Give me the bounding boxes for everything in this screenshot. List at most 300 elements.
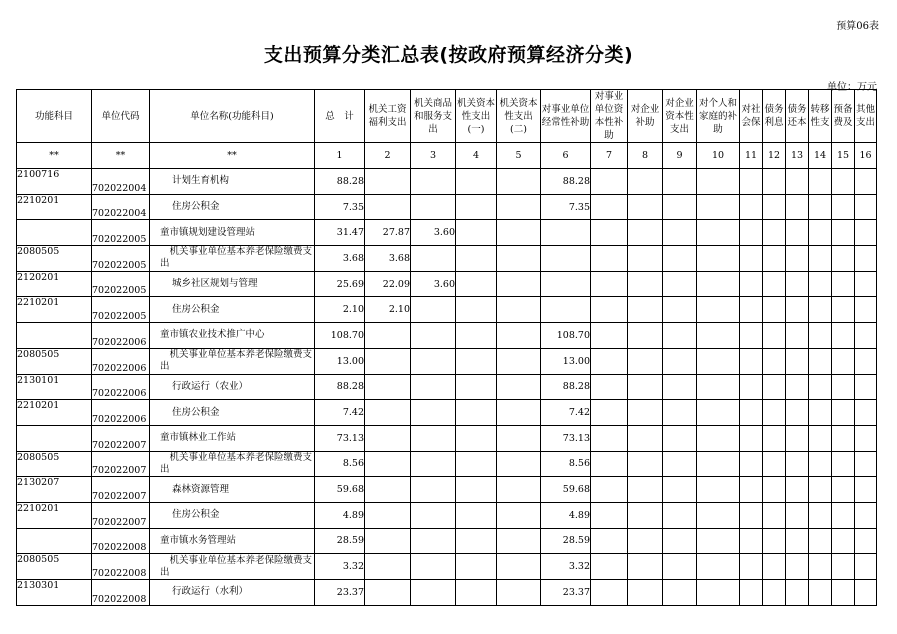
amount-cell <box>541 220 591 246</box>
amount-cell <box>740 246 763 272</box>
table-row <box>17 528 877 554</box>
unit-code-cell: 702022008 <box>92 554 150 580</box>
amount-cell <box>740 528 763 554</box>
amount-cell: 59.68 <box>541 477 591 503</box>
amount-cell <box>663 169 697 195</box>
amount-cell <box>628 220 663 246</box>
amount-cell <box>591 580 628 606</box>
amount-cell <box>786 323 809 349</box>
amount-cell <box>697 323 740 349</box>
index-cell: 1 <box>315 143 365 169</box>
table-row <box>17 220 877 246</box>
amount-cell <box>855 169 877 195</box>
amount-cell <box>497 323 541 349</box>
func-code-cell: 2210201 <box>17 400 92 426</box>
amount-cell <box>809 425 832 451</box>
header-cell: 对企业补助 <box>628 90 663 143</box>
amount-cell <box>786 580 809 606</box>
index-row <box>17 143 877 169</box>
amount-cell <box>763 425 786 451</box>
index-cell: 6 <box>541 143 591 169</box>
amount-cell <box>809 246 832 272</box>
amount-cell <box>411 194 456 220</box>
index-cell: 15 <box>832 143 855 169</box>
amount-cell <box>809 554 832 580</box>
amount-cell <box>411 451 456 477</box>
header-cell: 转移性支 <box>809 90 832 143</box>
amount-cell <box>786 348 809 374</box>
amount-cell <box>763 297 786 323</box>
amount-cell <box>541 271 591 297</box>
amount-cell <box>456 580 497 606</box>
amount-cell <box>663 528 697 554</box>
amount-cell: 25.69 <box>315 271 365 297</box>
amount-cell <box>628 425 663 451</box>
func-code-cell <box>17 323 92 349</box>
amount-cell <box>809 297 832 323</box>
amount-cell <box>763 400 786 426</box>
func-code-cell: 2080505 <box>17 348 92 374</box>
amount-cell <box>497 580 541 606</box>
amount-cell <box>411 400 456 426</box>
amount-cell <box>697 528 740 554</box>
amount-cell <box>763 220 786 246</box>
amount-cell <box>697 580 740 606</box>
amount-cell <box>697 451 740 477</box>
amount-cell <box>697 169 740 195</box>
amount-cell <box>497 451 541 477</box>
amount-cell <box>740 580 763 606</box>
amount-cell <box>832 297 855 323</box>
amount-cell <box>740 323 763 349</box>
unit-code-cell: 702022007 <box>92 502 150 528</box>
index-cell: 16 <box>855 143 877 169</box>
amount-cell <box>456 528 497 554</box>
amount-cell <box>832 374 855 400</box>
amount-cell: 2.10 <box>365 297 411 323</box>
header-cell: 其他支出 <box>855 90 877 143</box>
amount-cell <box>663 502 697 528</box>
amount-cell: 88.28 <box>541 374 591 400</box>
amount-cell: 3.60 <box>411 220 456 246</box>
amount-cell <box>663 220 697 246</box>
amount-cell <box>763 323 786 349</box>
amount-cell: 108.70 <box>541 323 591 349</box>
amount-cell <box>763 554 786 580</box>
amount-cell <box>809 528 832 554</box>
amount-cell <box>365 502 411 528</box>
page-title: 支出预算分类汇总表(按政府预算经济分类) <box>263 44 634 66</box>
header-cell: 总 计 <box>315 90 365 143</box>
unit-name-cell: 住房公积金 <box>150 194 315 220</box>
amount-cell <box>697 374 740 400</box>
amount-cell <box>456 323 497 349</box>
amount-cell <box>763 374 786 400</box>
amount-cell <box>628 374 663 400</box>
table-row <box>17 169 877 195</box>
unit-code-cell: 702022007 <box>92 477 150 503</box>
amount-cell <box>591 220 628 246</box>
amount-cell: 88.28 <box>541 169 591 195</box>
amount-cell <box>411 528 456 554</box>
amount-cell: 28.59 <box>315 528 365 554</box>
amount-cell <box>740 400 763 426</box>
header-cell: 机关资本性支出(二) <box>497 90 541 143</box>
amount-cell <box>591 194 628 220</box>
amount-cell <box>855 220 877 246</box>
index-cell: 4 <box>456 143 497 169</box>
amount-cell <box>628 528 663 554</box>
amount-cell <box>763 169 786 195</box>
unit-name-cell: 住房公积金 <box>150 502 315 528</box>
amount-cell: 22.09 <box>365 271 411 297</box>
amount-cell <box>740 297 763 323</box>
table-row <box>17 451 877 477</box>
amount-cell <box>740 502 763 528</box>
amount-cell <box>786 477 809 503</box>
amount-cell <box>365 528 411 554</box>
amount-cell: 7.42 <box>541 400 591 426</box>
table-row <box>17 477 877 503</box>
func-code-cell <box>17 528 92 554</box>
amount-cell <box>628 271 663 297</box>
amount-cell: 4.89 <box>541 502 591 528</box>
amount-cell <box>763 451 786 477</box>
amount-cell <box>365 348 411 374</box>
budget-table <box>16 89 877 606</box>
amount-cell <box>628 169 663 195</box>
amount-cell <box>855 580 877 606</box>
header-row <box>17 90 877 143</box>
amount-cell <box>663 297 697 323</box>
amount-cell <box>663 246 697 272</box>
amount-cell <box>591 169 628 195</box>
amount-cell: 4.89 <box>315 502 365 528</box>
amount-cell <box>628 348 663 374</box>
amount-cell <box>786 271 809 297</box>
unit-name-cell: 机关事业单位基本养老保险缴费支出 <box>150 246 315 272</box>
amount-cell <box>411 374 456 400</box>
table-row <box>17 348 877 374</box>
unit-code-cell: 702022005 <box>92 220 150 246</box>
amount-cell <box>809 194 832 220</box>
amount-cell <box>809 169 832 195</box>
amount-cell <box>697 271 740 297</box>
func-code-cell: 2100716 <box>17 169 92 195</box>
amount-cell: 59.68 <box>315 477 365 503</box>
amount-cell: 73.13 <box>541 425 591 451</box>
amount-cell <box>497 246 541 272</box>
amount-cell <box>628 451 663 477</box>
amount-cell <box>497 297 541 323</box>
table-row <box>17 502 877 528</box>
amount-cell <box>740 169 763 195</box>
amount-cell <box>697 246 740 272</box>
unit-code-cell: 702022007 <box>92 425 150 451</box>
amount-cell: 23.37 <box>315 580 365 606</box>
amount-cell <box>855 425 877 451</box>
header-cell: 机关商品和服务支出 <box>411 90 456 143</box>
index-cell: ** <box>17 143 92 169</box>
header-cell: 对企业资本性支出 <box>663 90 697 143</box>
amount-cell <box>809 374 832 400</box>
amount-cell <box>763 477 786 503</box>
amount-cell <box>786 554 809 580</box>
amount-cell <box>832 477 855 503</box>
func-code-cell <box>17 220 92 246</box>
amount-cell <box>591 323 628 349</box>
amount-cell <box>786 502 809 528</box>
amount-cell <box>809 400 832 426</box>
unit-name-cell: 童市镇农业技术推广中心 <box>150 323 315 349</box>
table-row <box>17 246 877 272</box>
amount-cell <box>809 502 832 528</box>
amount-cell <box>456 554 497 580</box>
header-cell: 预备费及 <box>832 90 855 143</box>
unit-name-cell: 童市镇林业工作站 <box>150 425 315 451</box>
amount-cell <box>591 246 628 272</box>
amount-cell <box>763 246 786 272</box>
amount-cell <box>456 451 497 477</box>
index-cell: 12 <box>763 143 786 169</box>
amount-cell <box>809 477 832 503</box>
amount-cell <box>365 425 411 451</box>
amount-cell <box>497 425 541 451</box>
amount-cell: 13.00 <box>315 348 365 374</box>
unit-code-cell: 702022005 <box>92 246 150 272</box>
amount-cell <box>855 554 877 580</box>
func-code-cell: 2210201 <box>17 297 92 323</box>
header-cell: 债务还本 <box>786 90 809 143</box>
amount-cell <box>365 323 411 349</box>
unit-name-cell: 计划生育机构 <box>150 169 315 195</box>
amount-cell <box>591 451 628 477</box>
unit-name-cell: 住房公积金 <box>150 297 315 323</box>
amount-cell <box>591 502 628 528</box>
amount-cell <box>855 528 877 554</box>
unit-name-cell: 行政运行（农业） <box>150 374 315 400</box>
amount-cell <box>411 297 456 323</box>
table-row <box>17 323 877 349</box>
index-cell: 13 <box>786 143 809 169</box>
form-number: 预算06表 <box>836 21 879 32</box>
amount-cell <box>497 271 541 297</box>
amount-cell: 27.87 <box>365 220 411 246</box>
table-row <box>17 554 877 580</box>
header-cell: 债务利息 <box>763 90 786 143</box>
amount-cell <box>456 348 497 374</box>
func-code-cell: 2210201 <box>17 502 92 528</box>
amount-cell <box>832 271 855 297</box>
amount-cell <box>365 194 411 220</box>
table-row <box>17 425 877 451</box>
func-code-cell: 2130207 <box>17 477 92 503</box>
amount-cell <box>832 502 855 528</box>
amount-cell <box>456 194 497 220</box>
amount-cell <box>591 425 628 451</box>
amount-cell <box>763 348 786 374</box>
amount-cell <box>411 502 456 528</box>
amount-cell: 8.56 <box>541 451 591 477</box>
amount-cell <box>786 374 809 400</box>
amount-cell <box>740 554 763 580</box>
index-cell: 9 <box>663 143 697 169</box>
amount-cell <box>591 528 628 554</box>
amount-cell <box>411 348 456 374</box>
header-cell: 对社会保 <box>740 90 763 143</box>
unit-label: 单位：万元 <box>827 82 877 93</box>
amount-cell <box>855 400 877 426</box>
table-row <box>17 297 877 323</box>
amount-cell: 7.35 <box>541 194 591 220</box>
amount-cell <box>740 220 763 246</box>
amount-cell <box>456 425 497 451</box>
amount-cell: 73.13 <box>315 425 365 451</box>
amount-cell <box>663 271 697 297</box>
header-cell: 功能科目 <box>17 90 92 143</box>
header-cell: 单位名称(功能科目) <box>150 90 315 143</box>
amount-cell <box>628 502 663 528</box>
index-cell: 5 <box>497 143 541 169</box>
amount-cell <box>697 477 740 503</box>
amount-cell <box>786 246 809 272</box>
amount-cell <box>809 348 832 374</box>
amount-cell <box>855 194 877 220</box>
amount-cell <box>456 246 497 272</box>
amount-cell <box>411 425 456 451</box>
amount-cell <box>786 451 809 477</box>
amount-cell <box>697 400 740 426</box>
amount-cell <box>832 425 855 451</box>
unit-name-cell: 机关事业单位基本养老保险缴费支出 <box>150 451 315 477</box>
amount-cell <box>855 246 877 272</box>
index-cell: 14 <box>809 143 832 169</box>
amount-cell <box>628 323 663 349</box>
index-cell: 11 <box>740 143 763 169</box>
amount-cell <box>591 348 628 374</box>
amount-cell <box>456 477 497 503</box>
amount-cell <box>628 297 663 323</box>
amount-cell <box>497 348 541 374</box>
amount-cell <box>855 323 877 349</box>
index-cell: 7 <box>591 143 628 169</box>
unit-code-cell: 702022006 <box>92 348 150 374</box>
amount-cell <box>740 374 763 400</box>
amount-cell <box>663 451 697 477</box>
amount-cell <box>365 374 411 400</box>
unit-name-cell: 童市镇规划建设管理站 <box>150 220 315 246</box>
amount-cell <box>697 554 740 580</box>
amount-cell <box>628 554 663 580</box>
amount-cell <box>832 220 855 246</box>
amount-cell <box>663 323 697 349</box>
amount-cell <box>763 528 786 554</box>
amount-cell <box>456 169 497 195</box>
amount-cell <box>456 297 497 323</box>
amount-cell: 3.68 <box>365 246 411 272</box>
func-code-cell: 2080505 <box>17 554 92 580</box>
amount-cell <box>411 554 456 580</box>
header-cell: 对事业单位经常性补助 <box>541 90 591 143</box>
amount-cell: 88.28 <box>315 374 365 400</box>
unit-name-cell: 森林资源管理 <box>150 477 315 503</box>
header-cell: 对事业单位资本性补助 <box>591 90 628 143</box>
amount-cell <box>663 554 697 580</box>
amount-cell <box>628 194 663 220</box>
amount-cell: 23.37 <box>541 580 591 606</box>
unit-code-cell: 702022008 <box>92 580 150 606</box>
amount-cell <box>663 374 697 400</box>
amount-cell: 3.32 <box>315 554 365 580</box>
amount-cell <box>786 297 809 323</box>
amount-cell <box>591 271 628 297</box>
amount-cell <box>832 348 855 374</box>
table-row <box>17 400 877 426</box>
amount-cell <box>411 477 456 503</box>
amount-cell <box>365 477 411 503</box>
table-row <box>17 580 877 606</box>
amount-cell <box>855 348 877 374</box>
index-cell: 3 <box>411 143 456 169</box>
amount-cell <box>855 502 877 528</box>
amount-cell <box>763 502 786 528</box>
unit-code-cell: 702022004 <box>92 169 150 195</box>
amount-cell <box>663 425 697 451</box>
amount-cell <box>663 580 697 606</box>
amount-cell <box>809 451 832 477</box>
amount-cell <box>628 580 663 606</box>
header-cell: 机关资本性支出(一) <box>456 90 497 143</box>
amount-cell <box>663 348 697 374</box>
amount-cell <box>456 374 497 400</box>
amount-cell: 13.00 <box>541 348 591 374</box>
amount-cell <box>411 246 456 272</box>
index-cell: 10 <box>697 143 740 169</box>
amount-cell <box>832 528 855 554</box>
amount-cell <box>497 194 541 220</box>
index-cell: ** <box>92 143 150 169</box>
unit-code-cell: 702022008 <box>92 528 150 554</box>
amount-cell: 7.42 <box>315 400 365 426</box>
amount-cell <box>832 580 855 606</box>
unit-name-cell: 行政运行（水利） <box>150 580 315 606</box>
amount-cell <box>541 246 591 272</box>
amount-cell: 108.70 <box>315 323 365 349</box>
amount-cell: 88.28 <box>315 169 365 195</box>
header-cell: 对个人和家庭的补助 <box>697 90 740 143</box>
unit-name-cell: 城乡社区规划与管理 <box>150 271 315 297</box>
unit-code-cell: 702022005 <box>92 271 150 297</box>
amount-cell <box>591 297 628 323</box>
amount-cell <box>740 271 763 297</box>
amount-cell <box>809 580 832 606</box>
amount-cell <box>591 477 628 503</box>
amount-cell <box>740 348 763 374</box>
unit-name-cell: 童市镇水务管理站 <box>150 528 315 554</box>
header-cell: 单位代码 <box>92 90 150 143</box>
amount-cell <box>832 323 855 349</box>
table-row <box>17 271 877 297</box>
amount-cell <box>832 194 855 220</box>
amount-cell <box>541 297 591 323</box>
amount-cell <box>365 400 411 426</box>
amount-cell <box>855 374 877 400</box>
amount-cell <box>591 554 628 580</box>
amount-cell <box>628 477 663 503</box>
amount-cell <box>497 374 541 400</box>
amount-cell <box>365 451 411 477</box>
amount-cell <box>456 400 497 426</box>
